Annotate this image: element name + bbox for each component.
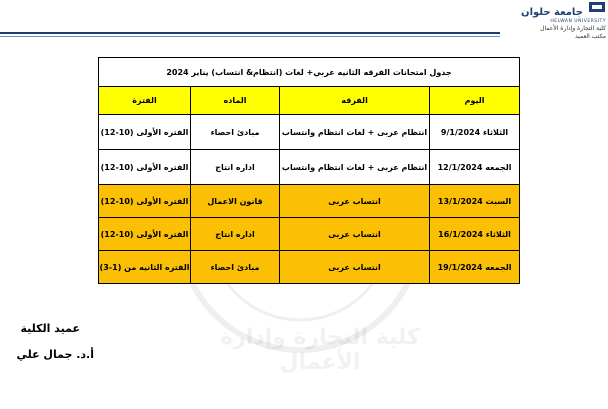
logo-row bbox=[496, 0, 606, 19]
faculty-name: كلية التجارة وإدارة الأعمال bbox=[540, 25, 606, 32]
cell-subject: اداره انتاج bbox=[191, 150, 280, 185]
header-group: الفرقه bbox=[280, 87, 430, 115]
dean-name: أ.د. جمال علي bbox=[16, 348, 94, 361]
cell-group: انتساب عربى bbox=[280, 218, 430, 251]
cell-period: الفتره الأولى (10-12) bbox=[99, 218, 191, 251]
cell-subject: اداره انتاج bbox=[191, 218, 280, 251]
logo-english-name: HELWAN UNIVERSITY bbox=[550, 19, 606, 24]
logo-name: جامعة حلوان bbox=[521, 7, 583, 18]
header-day: اليوم bbox=[430, 87, 520, 115]
exam-schedule-table bbox=[98, 57, 520, 284]
cell-group: انتظام عربى + لغات انتظام وانتساب bbox=[280, 115, 430, 150]
logo-emblem-icon bbox=[588, 0, 606, 14]
table-row bbox=[99, 150, 520, 185]
cell-subject: مبادئ احصاء bbox=[191, 251, 280, 284]
cell-period: الفتره الأولى (10-12) bbox=[99, 150, 191, 185]
table-row bbox=[99, 115, 520, 150]
cell-group: انتساب عربى bbox=[280, 251, 430, 284]
cell-day: الثلاثاء 9/1/2024 bbox=[430, 115, 520, 150]
table-row bbox=[99, 218, 520, 251]
cell-subject: مبادئ احصاء bbox=[191, 115, 280, 150]
cell-day: الجمعه 19/1/2024 bbox=[430, 251, 520, 284]
header-rule-thin bbox=[0, 36, 500, 37]
header-rule bbox=[0, 32, 500, 34]
table-title: جدول امتحانات الفرقه الثانيه عربي+ لغات (انتظام& انتساب) يناير 2024 bbox=[99, 58, 520, 87]
cell-period: الفتره الثانيه من (1-3) bbox=[99, 251, 191, 284]
cell-day: الجمعه 12/1/2024 bbox=[430, 150, 520, 185]
dean-office: مكتب العميد bbox=[575, 33, 606, 40]
cell-day: السبت 13/1/2024 bbox=[430, 185, 520, 218]
cell-period: الفتره الأولى (10-12) bbox=[99, 115, 191, 150]
header-period: الفترة bbox=[99, 87, 191, 115]
table-row bbox=[99, 251, 520, 284]
cell-group: انتظام عربى + لغات انتظام وانتساب bbox=[280, 150, 430, 185]
header-subject: الماده bbox=[191, 87, 280, 115]
table-row bbox=[99, 185, 520, 218]
cell-group: انتساب عربى bbox=[280, 185, 430, 218]
cell-subject: قانون الاعمال bbox=[191, 185, 280, 218]
university-logo bbox=[496, 0, 606, 44]
watermark-text: كلية التجارة وإدارة الأعمال bbox=[220, 325, 420, 375]
table-header-row bbox=[99, 87, 520, 115]
cell-day: الثلاثاء 16/1/2024 bbox=[430, 218, 520, 251]
dean-title: عميد الكلية bbox=[20, 322, 80, 335]
cell-period: الفتره الأولى (10-12) bbox=[99, 185, 191, 218]
table-title-row bbox=[99, 58, 520, 87]
